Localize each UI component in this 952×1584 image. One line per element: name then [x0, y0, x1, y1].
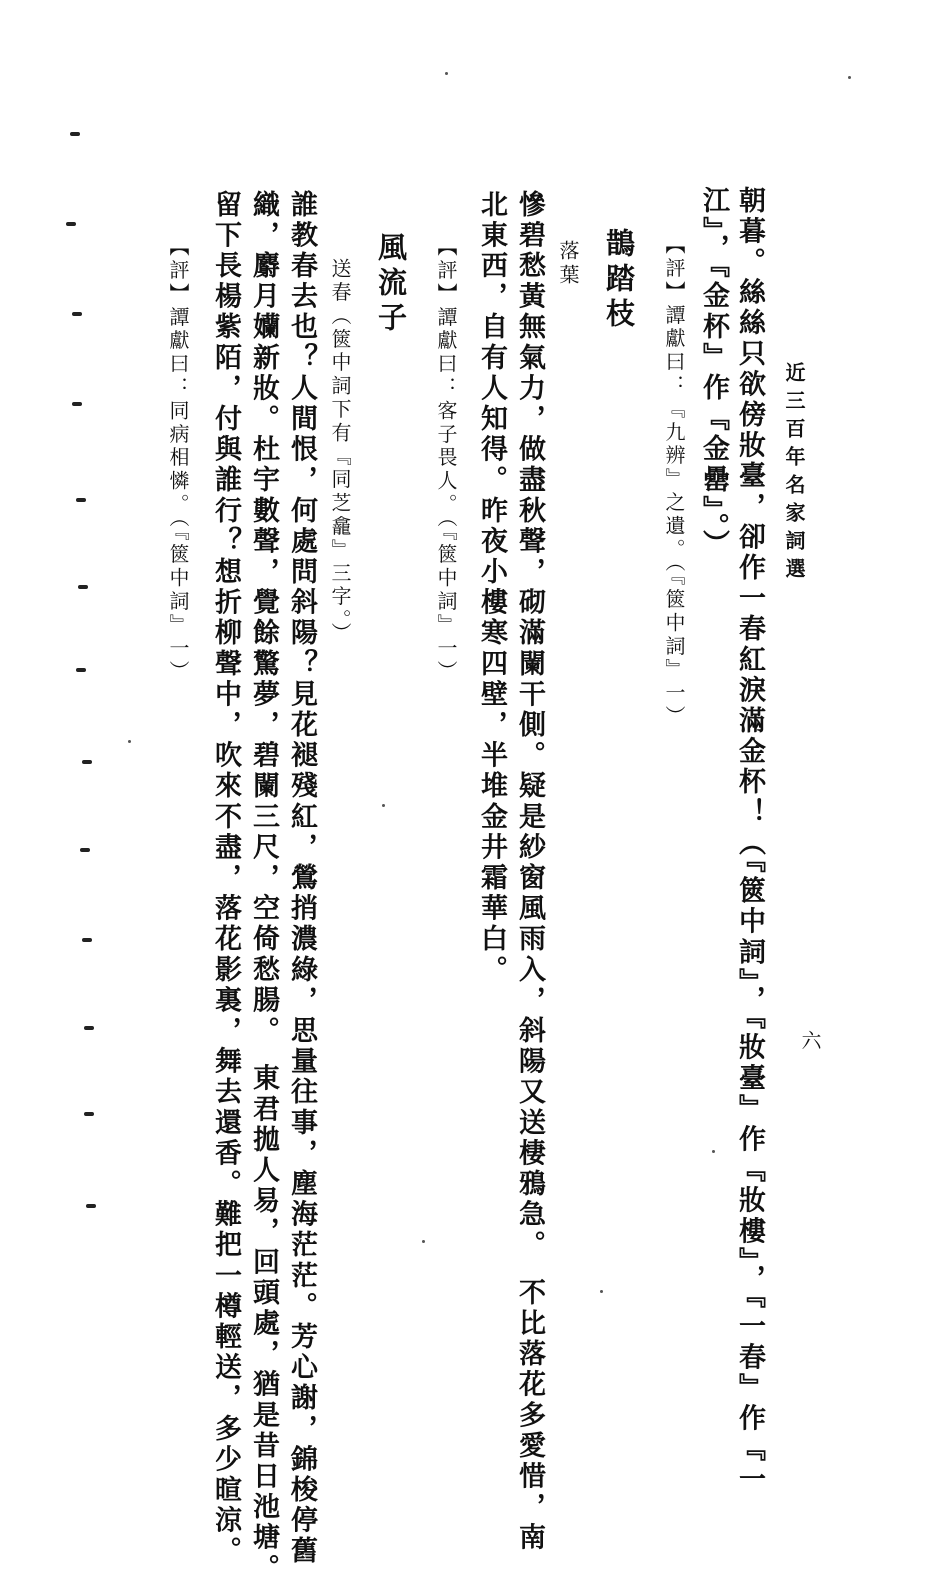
scan-speck [128, 740, 131, 743]
poem-subtitle-luoye: 落葉 [556, 240, 580, 288]
page-number: 六 [798, 1030, 822, 1050]
scan-mark [76, 498, 86, 502]
scan-speck [382, 804, 385, 807]
commentary-column-3: 【評】譚獻曰：同病相憐。（『篋中詞』一） [166, 236, 190, 684]
text-column-3: 慘碧愁黃無氣力，做盡秋聲，砌滿闌干側。疑是紗窗風雨入，斜陽又送棲鴉急。 不比落花多愛惜，南 [514, 190, 545, 1554]
poem-title-quetazhi: 鵲踏枝 [602, 228, 636, 333]
scan-mark [66, 222, 76, 226]
scan-mark [70, 132, 80, 136]
scan-speck [445, 72, 448, 75]
scan-mark [76, 668, 86, 672]
scan-mark [86, 1204, 96, 1208]
text-column-5: 誰教春去也？人間恨，何處問斜陽？見花褪殘紅，鶯捎濃綠，思量往事，塵海茫茫。芳心謝，錦梭停舊 [286, 190, 317, 1567]
poem-subtitle-songchun: 送春（篋中詞下有『同芝龕』三字。） [328, 258, 352, 646]
commentary-column-1: 【評】譚獻曰：『九辨』之遺。（『篋中詞』一） [662, 234, 686, 729]
scan-speck [422, 1240, 425, 1243]
scan-mark [72, 312, 82, 316]
scan-speck [600, 1290, 603, 1293]
text-column-7: 留下長楊紫陌，付與誰行？想折柳聲中，吹來不盡，落花影裏，舞去還香。難把一樽輕送，多少暄涼。 [210, 190, 241, 1567]
scan-mark [84, 1026, 94, 1030]
poem-title-fengliuzi: 風流子 [374, 232, 408, 337]
text-column-6: 織，麝月孏新妝。杜宇數聲，覺餘驚夢，碧闌三尺，空倚愁腸。 東君拋人易，回頭處，猶是昔日池塘。 [248, 190, 279, 1584]
scan-speck [848, 76, 851, 79]
scan-mark [80, 848, 90, 852]
text-column-1: 朝暮。絲絲只欲傍妝臺，卻作一春紅淚滿金杯！（『篋中詞』，『妝臺』作『妝樓』，『一春』作『一 [734, 186, 765, 1496]
scan-mark [82, 760, 92, 764]
scan-mark [84, 1112, 94, 1116]
commentary-column-2: 【評】譚獻曰：客子畏人。（『篋中詞』一） [434, 236, 458, 684]
text-column-4: 北東西，自有人知得。昨夜小樓寒四壁，半堆金井霜華白。 [476, 190, 507, 986]
text-column-2: 江』，『金杯』作『金罍』。） [698, 186, 729, 561]
scan-mark [82, 938, 92, 942]
scan-mark [72, 402, 82, 406]
scan-speck [712, 1150, 715, 1153]
running-header-title: 近三百年名家詞選 [782, 362, 806, 586]
scan-mark [78, 585, 88, 589]
